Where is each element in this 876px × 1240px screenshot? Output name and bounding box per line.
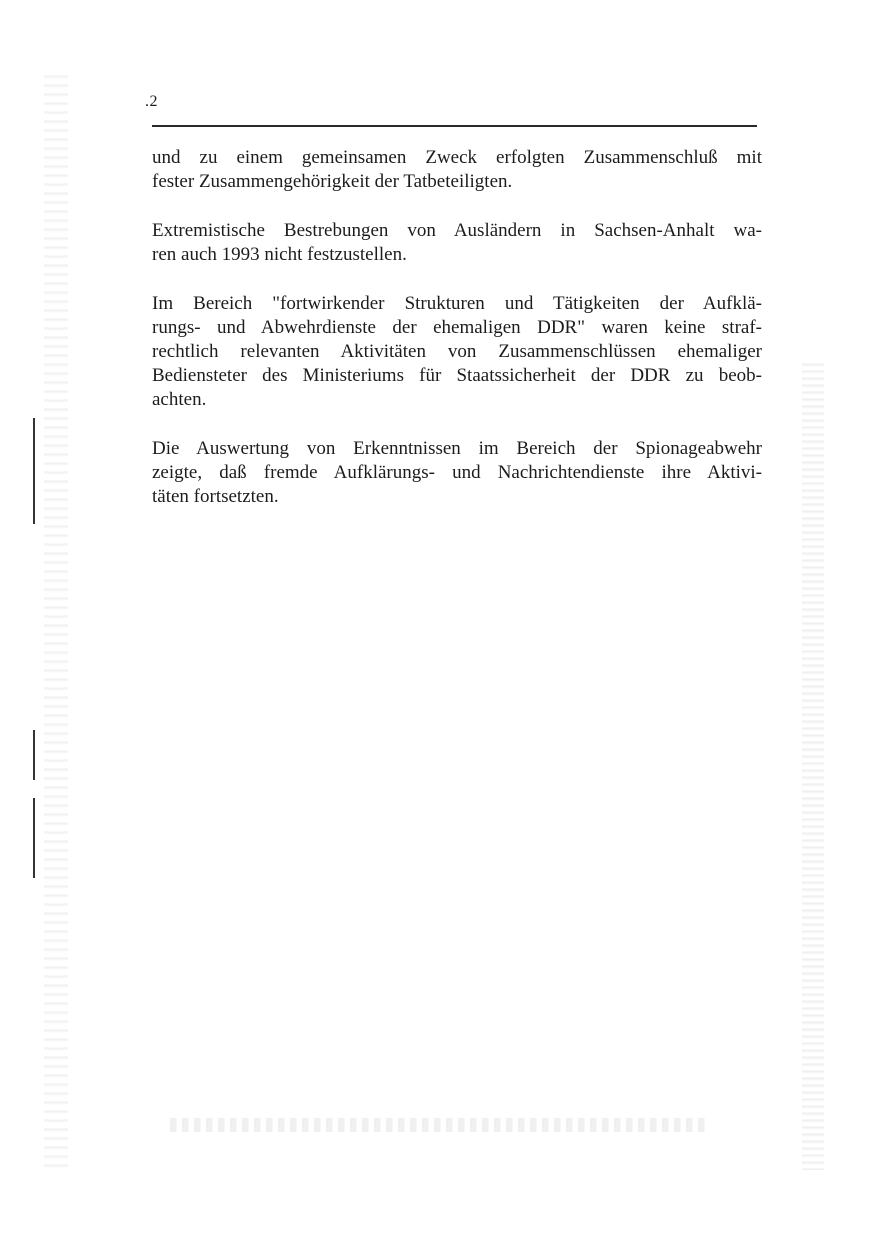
text-line: täten fortsetzten. bbox=[152, 486, 279, 507]
text-line: rechtlich relevanten Aktivitäten von Zusammenschlüssen ehemaliger bbox=[152, 341, 762, 362]
header-rule bbox=[152, 125, 757, 127]
text-line: Extremistische Bestrebungen von Ausländern in Sachsen-Anhalt wa- bbox=[152, 220, 762, 241]
margin-mark bbox=[33, 418, 35, 524]
text-line: und zu einem gemeinsamen Zweck erfolgten Zusammenschluß mit bbox=[152, 147, 762, 168]
paragraph-1 bbox=[152, 146, 762, 194]
scan-edge-left bbox=[44, 70, 68, 1170]
margin-mark bbox=[33, 730, 35, 780]
margin-mark bbox=[33, 798, 35, 878]
text-line: Bediensteter des Ministeriums für Staatssicherheit der DDR zu beob- bbox=[152, 365, 762, 386]
paragraph-2 bbox=[152, 219, 762, 267]
document-body bbox=[152, 146, 762, 534]
text-line: rungs- und Abwehrdienste der ehemaligen DDR" waren keine straf- bbox=[152, 317, 762, 338]
text-line: ren auch 1993 nicht festzustellen. bbox=[152, 244, 407, 265]
text-line: Die Auswertung von Erkenntnissen im Bereich der Spionageabwehr bbox=[152, 438, 762, 459]
text-line: Im Bereich "fortwirkender Strukturen und Tätigkeiten der Aufklä- bbox=[152, 293, 762, 314]
scan-artifact-bottom bbox=[170, 1118, 710, 1132]
paragraph-4 bbox=[152, 437, 762, 509]
page-number: .2 bbox=[145, 93, 158, 110]
text-line: achten. bbox=[152, 389, 207, 410]
text-line: fester Zusammengehörigkeit der Tatbeteiligten. bbox=[152, 171, 513, 192]
text-line: zeigte, daß fremde Aufklärungs- und Nachrichtendienste ihre Aktivi- bbox=[152, 462, 762, 483]
scan-edge-right bbox=[802, 360, 824, 1170]
paragraph-3 bbox=[152, 292, 762, 412]
